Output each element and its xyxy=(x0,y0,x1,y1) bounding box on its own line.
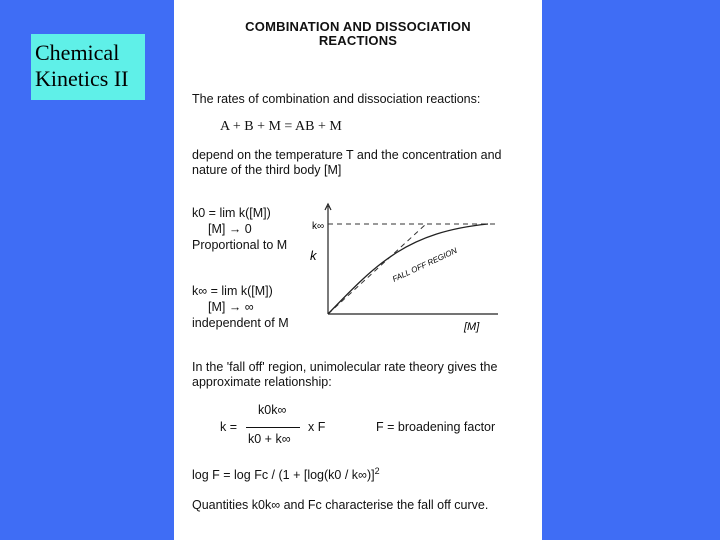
slide-title-line1: Chemical xyxy=(35,40,120,65)
title-line2: REACTIONS xyxy=(318,33,398,48)
kinf-note: independent of M xyxy=(192,316,289,330)
fraction-bar xyxy=(246,427,300,428)
quantities-text: Quantities k0k∞ and Fc characterise the fall off curve. xyxy=(192,498,489,512)
document-page xyxy=(174,0,542,540)
x-axis-label: [M] xyxy=(464,321,480,333)
slide-title-box xyxy=(31,34,145,100)
broadening-factor-note: F = broadening factor xyxy=(376,420,496,434)
k0-definition: k0 = lim k([M]) xyxy=(192,206,271,220)
k0-note: Proportional to M xyxy=(192,238,288,252)
k-equation-numerator: k0k∞ xyxy=(258,403,287,417)
k-equation-times-f: x F xyxy=(308,420,326,434)
y-axis-label: k xyxy=(310,248,317,263)
falloff-region-label: FALL OFF REGION xyxy=(391,245,459,284)
depend-line1: depend on the temperature T and the concentration and xyxy=(192,148,502,162)
falloff-line2: approximate relationship: xyxy=(192,375,332,389)
falloff-graph xyxy=(298,196,508,336)
log-f-exponent: 2 xyxy=(374,466,380,476)
k-inf-label: k∞ xyxy=(312,221,325,232)
k-equation-denominator: k0 + k∞ xyxy=(248,432,291,446)
slide-title-line2: Kinetics II xyxy=(35,66,129,91)
intro-text: The rates of combination and dissociation reactions: xyxy=(192,92,481,106)
reaction-equation: A + B + M = AB + M xyxy=(220,119,342,134)
kinf-limit: [M] → ∞ xyxy=(208,300,254,314)
page-title xyxy=(174,20,542,48)
depend-line2: nature of the third body [M] xyxy=(192,163,342,177)
k0-limit: [M] → 0 xyxy=(208,222,252,236)
title-line1: COMBINATION AND DISSOCIATION xyxy=(245,19,471,34)
falloff-line1: In the 'fall off' region, unimolecular rate theory gives the xyxy=(192,360,498,374)
log-f-equation xyxy=(192,464,380,482)
kinf-definition: k∞ = lim k([M]) xyxy=(192,284,273,298)
k-equation-lhs: k = xyxy=(220,420,238,434)
log-f-expression: log F = log Fc / (1 + [log(k0 / k∞)] xyxy=(192,468,375,483)
